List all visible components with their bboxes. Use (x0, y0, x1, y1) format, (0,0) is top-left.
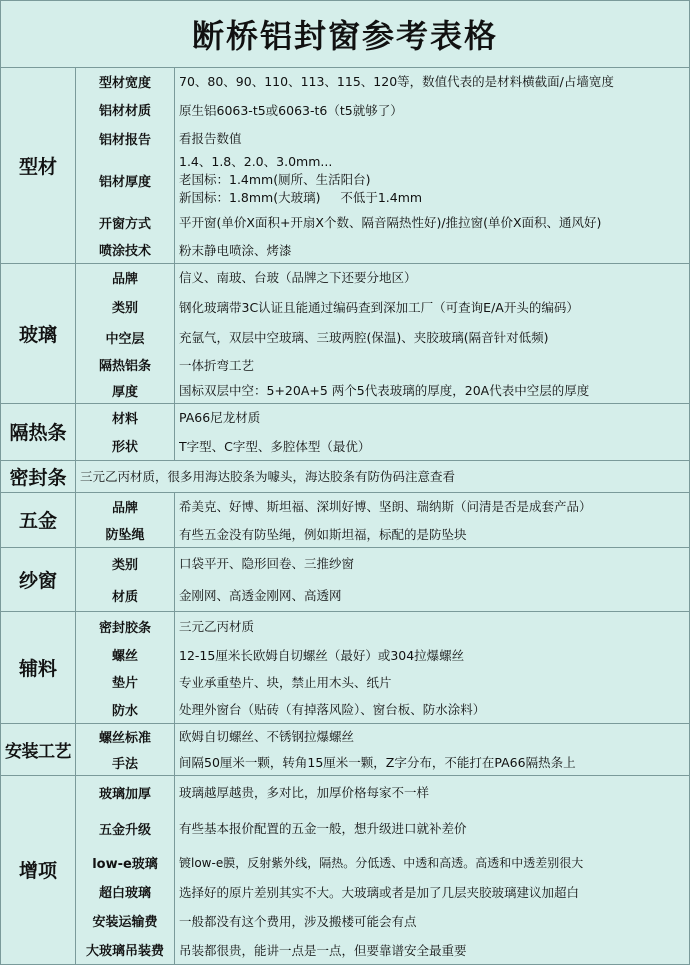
row-label: low-e玻璃 (76, 847, 175, 877)
category-label: 安装工艺 (1, 723, 76, 775)
row-value: 国标双层中空：5+20A+5 两个5代表玻璃的厚度，20A代表中空层的厚度 (179, 383, 590, 398)
table-row (76, 809, 689, 847)
table-row (76, 641, 689, 668)
row-label: 形状 (76, 431, 175, 460)
row-value: 间隔50厘米一颗，转角15厘米一颗，Z字分布，不能打在PA66隔热条上 (179, 755, 576, 770)
table-row (76, 668, 689, 695)
category-label: 增项 (1, 775, 76, 964)
table-row (76, 291, 689, 322)
row-label: 五金升级 (76, 809, 175, 847)
table-row (76, 208, 689, 236)
row-label: 型材宽度 (76, 67, 175, 95)
row-value: 镀low-e膜，反射紫外线，隔热。分低透、中透和高透。高透和中透差别很大 (179, 855, 584, 870)
row-label: 铝材厚度 (76, 152, 175, 208)
row-label: 喷涂技术 (76, 236, 175, 263)
row-value: 信义、南玻、台玻（品牌之下还要分地区） (179, 270, 417, 285)
row-value: 吊装都很贵，能讲一点是一点，但要靠谱安全最重要 (179, 942, 467, 958)
row-label: 防坠绳 (76, 520, 175, 547)
row-label: 螺丝标准 (76, 723, 175, 749)
row-label: 厚度 (76, 377, 175, 403)
row-label: 垫片 (76, 668, 175, 695)
row-value: 欧姆自切螺丝、不锈钢拉爆螺丝 (179, 729, 355, 744)
table-row (76, 906, 689, 935)
row-label: 材料 (76, 403, 175, 431)
table-row (76, 775, 689, 809)
row-value: 有些基本报价配置的五金一般，想升级进口就补差价 (179, 821, 467, 836)
table-row (76, 723, 689, 749)
row-label: 防水 (76, 695, 175, 723)
row-value (179, 152, 685, 208)
row-value: 70、80、90、110、113、115、120等，数值代表的是材料横截面/占墙宽度 (179, 74, 614, 89)
table-row (76, 152, 689, 208)
row-label: 大玻璃吊装费 (76, 935, 175, 964)
row-value: 一般都没有这个费用，涉及搬楼可能会有点 (179, 913, 417, 929)
row-value: 钢化玻璃带3C认证且能通过编码查到深加工厂（可查询E/A开头的编码） (179, 299, 579, 315)
table-row (76, 263, 689, 291)
category-label: 密封条 (1, 460, 76, 492)
row-value: 希美克、好博、斯坦福、深圳好博、坚朗、瑞纳斯（问清是否是成套产品） (179, 499, 592, 514)
row-label: 铝材报告 (76, 124, 175, 152)
row-label: 玻璃加厚 (76, 775, 175, 809)
row-label: 螺丝 (76, 641, 175, 668)
table-row (76, 877, 689, 906)
row-value: 平开窗(单价X面积+开扇X个数、隔音隔热性好)/推拉窗(单价X面积、通风好) (179, 215, 602, 230)
table-row (76, 935, 689, 964)
row-label: 隔热铝条 (76, 352, 175, 377)
table-row (76, 67, 689, 95)
row-label: 中空层 (76, 322, 175, 352)
row-value: 金刚网、高透金刚网、高透网 (179, 588, 342, 603)
table-row (76, 749, 689, 775)
section-anzhuang (1, 723, 689, 776)
row-label: 类别 (76, 547, 175, 579)
section-xingcai (1, 67, 689, 264)
row-value: 粉末静电喷涂、烤漆 (179, 242, 292, 258)
category-label: 玻璃 (1, 263, 76, 403)
table-row (76, 611, 689, 641)
category-label: 纱窗 (1, 547, 76, 611)
section-boli (1, 263, 689, 404)
row-value: 12-15厘米长欧姆自切螺丝（最好）或304拉爆螺丝 (179, 647, 465, 663)
row-label: 类别 (76, 291, 175, 322)
section-zengxiang (1, 775, 689, 964)
category-label: 五金 (1, 492, 76, 547)
row-value: 处理外窗台（贴砖（有掉落风险）、窗台板、防水涂料） (179, 702, 486, 717)
table-row (76, 352, 689, 377)
row-label: 品牌 (76, 263, 175, 291)
row-value: 专业承重垫片、块，禁止用木头、纸片 (179, 674, 392, 690)
row-label: 铝材材质 (76, 95, 175, 124)
section-gereitiao (1, 403, 689, 461)
table-row (76, 403, 689, 431)
table-row (76, 124, 689, 152)
section-wujin (1, 492, 689, 548)
table-row (76, 579, 689, 611)
row-label: 开窗方式 (76, 208, 175, 236)
section-shachuang (1, 547, 689, 612)
row-label: 材质 (76, 579, 175, 611)
value-line: 1.4、1.8、2.0、3.0mm... (179, 154, 333, 169)
section-fuliao (1, 611, 689, 724)
category-label: 隔热条 (1, 403, 76, 460)
row-label: 品牌 (76, 492, 175, 520)
table-row (76, 377, 689, 403)
category-label: 辅料 (1, 611, 76, 723)
row-value: 玻璃越厚越贵，多对比，加厚价格每家不一样 (179, 785, 430, 800)
table-row (76, 695, 689, 723)
table-row (76, 431, 689, 460)
table-row (76, 520, 689, 547)
row-value: 原生铝6063-t5或6063-t6（t5就够了） (179, 102, 403, 118)
row-value: 口袋平开、隐形回卷、三推纱窗 (179, 556, 355, 571)
row-value: 看报告数值 (179, 131, 242, 146)
value-line: 老国标：1.4mm(厕所、生活阳台) (179, 172, 371, 187)
row-label: 手法 (76, 749, 175, 775)
table-row (76, 547, 689, 579)
row-value: PA66尼龙材质 (179, 410, 261, 425)
row-label: 安装运输费 (76, 906, 175, 935)
row-value: 充氩气，双层中空玻璃、三玻两腔(保温)、夹胶玻璃(隔音针对低频) (179, 330, 549, 345)
row-value: T字型、C字型、多腔体型（最优） (179, 438, 371, 454)
table-title: 断桥铝封窗参考表格 (1, 1, 689, 68)
category-label: 型材 (1, 67, 76, 263)
row-label: 密封胶条 (76, 611, 175, 641)
row-value: 有些五金没有防坠绳，例如斯坦福，标配的是防坠块 (179, 526, 467, 542)
row-value: 选择好的原片差别其实不大。大玻璃或者是加了几层夹胶玻璃建议加超白 (179, 884, 580, 900)
value-line: 新国标：1.8mm(大玻璃) 不低于1.4mm (179, 190, 423, 205)
table-row (76, 847, 689, 877)
row-label: 超白玻璃 (76, 877, 175, 906)
table-row (76, 95, 689, 124)
row-value: 三元乙丙材质，很多用海达胶条为噱头，海达胶条有防伪码注意查看 (80, 469, 456, 484)
table-row (76, 236, 689, 263)
section-mifengtiao (1, 460, 689, 493)
row-value: 一体折弯工艺 (179, 357, 255, 373)
table-row (76, 322, 689, 352)
table-row (76, 492, 689, 520)
row-value: 三元乙丙材质 (179, 619, 255, 634)
